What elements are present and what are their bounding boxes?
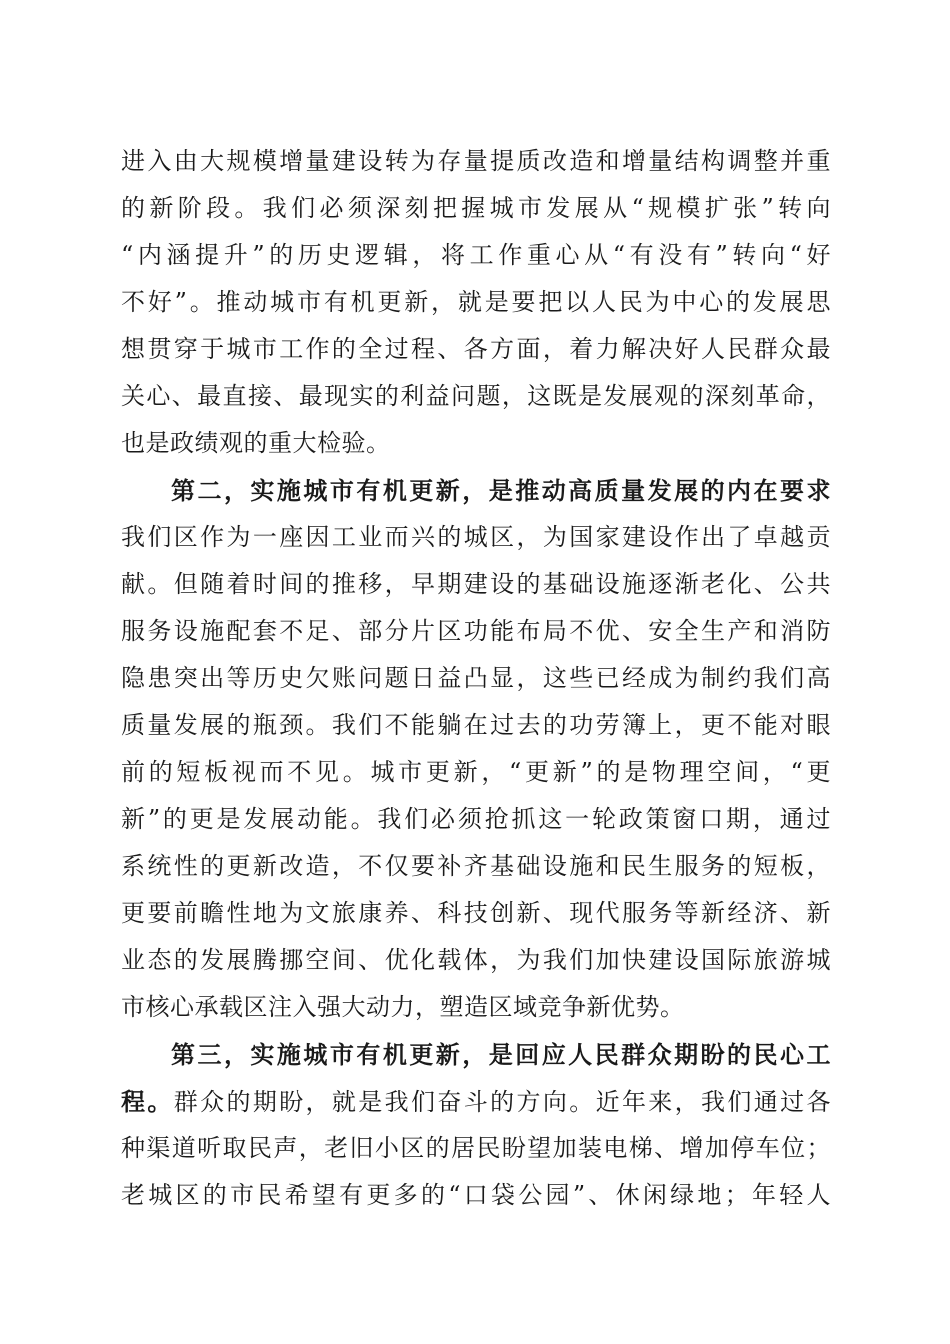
paragraph-3-heading-end: 程。: [121, 1087, 174, 1116]
paragraph-1-line: 关心、最直接、最现实的利益问题，这既是发展观的深刻革命，: [121, 382, 831, 410]
paragraph-1-line: 想贯穿于城市工作的全过程、各方面，着力解决好人民群众最: [121, 335, 831, 363]
paragraph-3-line: 种渠道听取民声，老旧小区的居民盼望加装电梯、增加停车位；: [121, 1134, 831, 1162]
paragraph-2-line: 隐患突出等历史欠账问题日益凸显，这些已经成为制约我们高: [121, 664, 831, 692]
paragraph-2-line: 更要前瞻性地为文旅康养、科技创新、现代服务等新经济、新: [121, 899, 831, 927]
paragraph-2-line: 我们区作为一座因工业而兴的城区，为国家建设作出了卓越贡: [121, 523, 831, 551]
paragraph-2-line: 服务设施配套不足、部分片区功能布局不优、安全生产和消防: [121, 617, 831, 645]
paragraph-2-line: 献。但随着时间的推移，早期建设的基础设施逐渐老化、公共: [121, 570, 831, 598]
paragraph-2-heading: 第二，实施城市有机更新，是推动高质量发展的内在要求: [171, 476, 831, 505]
paragraph-2-line: 质量发展的瓶颈。我们不能躺在过去的功劳簿上，更不能对眼: [121, 711, 831, 739]
paragraph-3-line: [121, 1078, 831, 1125]
paragraph-2-line: 系统性的更新改造，不仅要补齐基础设施和民生服务的短板，: [121, 852, 831, 880]
paragraph-3-line: 老城区的市民希望有更多的“口袋公园”、休闲绿地；年轻人: [121, 1181, 831, 1209]
paragraph-2-line: 业态的发展腾挪空间、优化载体，为我们加快建设国际旅游城: [121, 946, 831, 974]
paragraph-3-line-text: 群众的期盼，就是我们奋斗的方向。近年来，我们通过各: [173, 1088, 832, 1116]
paragraph-1-line: “内涵提升”的历史逻辑，将工作重心从“有没有”转向“好: [121, 241, 831, 269]
paragraph-1-line: 进入由大规模增量建设转为存量提质改造和增量结构调整并重: [121, 147, 831, 175]
paragraph-1-line: 的新阶段。我们必须深刻把握城市发展从“规模扩张”转向: [121, 194, 831, 222]
document-body: [121, 138, 831, 1219]
paragraph-1-line: 也是政绩观的重大检验。: [121, 429, 391, 457]
paragraph-1-line: 不好”。推动城市有机更新，就是要把以人民为中心的发展思: [121, 288, 831, 316]
paragraph-2-line: 前的短板视而不见。城市更新，“更新”的是物理空间，“更: [121, 758, 831, 786]
paragraph-3-heading: 第三，实施城市有机更新，是回应人民群众期盼的民心工: [171, 1040, 831, 1069]
paragraph-2-line: 新”的更是发展动能。我们必须抢抓这一轮政策窗口期，通过: [121, 805, 831, 833]
paragraph-2-line: 市核心承载区注入强大动力，塑造区域竞争新优势。: [121, 993, 685, 1021]
